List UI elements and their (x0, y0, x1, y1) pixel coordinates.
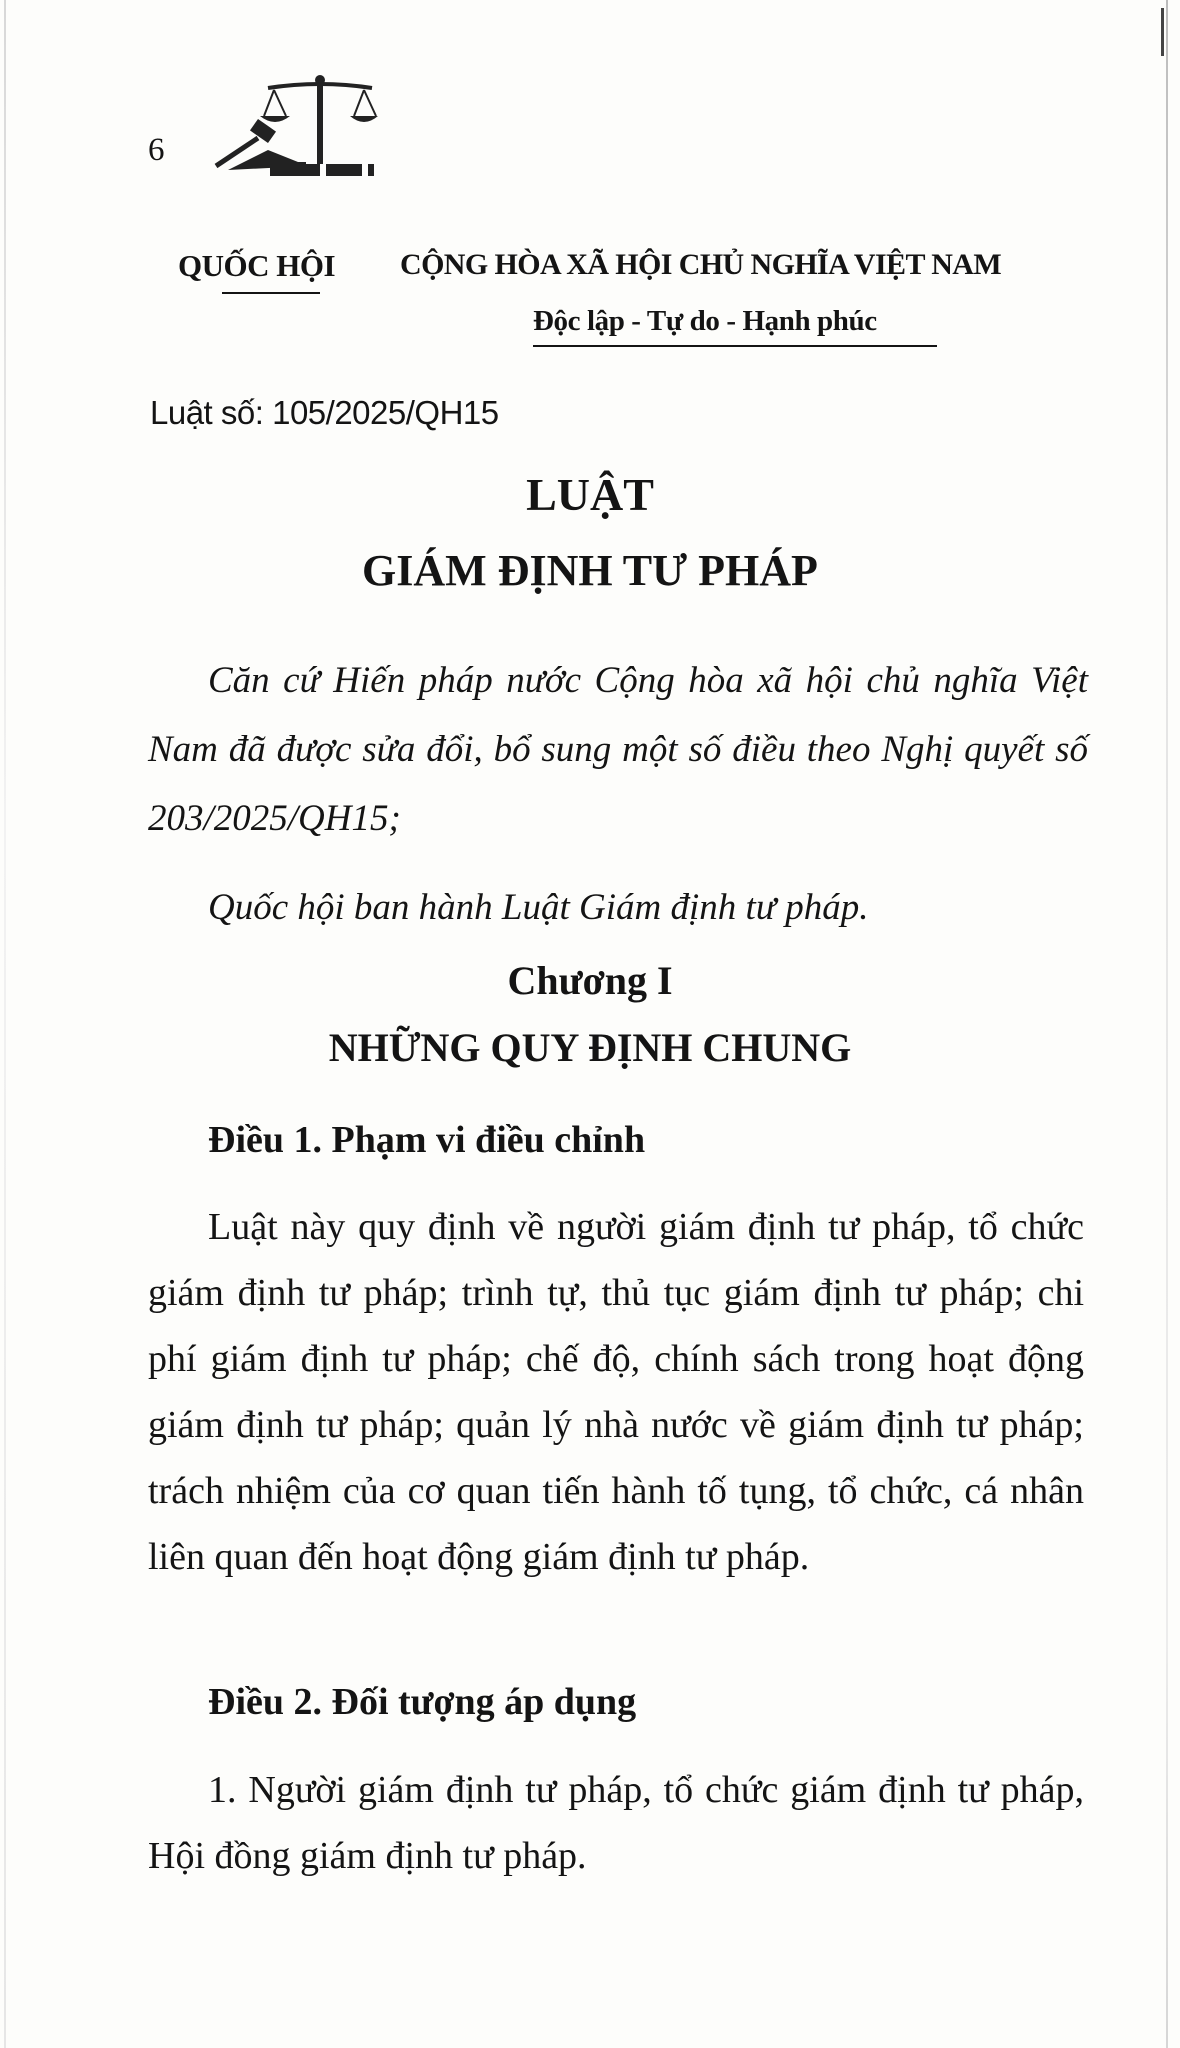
page-number: 6 (148, 132, 165, 168)
issuer-name: QUỐC HỘI (178, 248, 336, 283)
law-title: LUẬT (526, 469, 654, 520)
law-number: Luật số: 105/2025/QH15 (150, 394, 499, 431)
chapter-title: NHỮNG QUY ĐỊNH CHUNG (328, 1025, 852, 1070)
chapter-label: Chương I (507, 958, 673, 1003)
article-2-title: Điều 2. Đối tượng áp dụng (208, 1681, 637, 1723)
law-subtitle: GIÁM ĐỊNH TƯ PHÁP (362, 546, 818, 595)
preamble-basis: Căn cứ Hiến pháp nước Cộng hòa xã hội chủ nghĩa Việt Nam đã được sửa đổi, bổ sung một số điều theo Nghị quyết số 203/2025/QH15; (148, 660, 1088, 839)
issuer-underline (222, 292, 320, 294)
scales-of-justice-gavel-icon (208, 66, 378, 178)
page-edge-mark (1161, 8, 1164, 56)
preamble-issuance: Quốc hội ban hành Luật Giám định tư pháp. (208, 887, 869, 928)
article-1-body: Luật này quy định về người giám định tư pháp, tổ chức giám định tư pháp; trình tự, thủ tục giám định tư pháp; chi phí giám định tư pháp; chế độ, chính sách trong hoạt động giám định tư pháp; quản lý nhà nước về giám định tư pháp; trách nhiệm của cơ quan tiến hành tố tụng, tổ chức, cá nhân liên quan đến hoạt động giám định tư pháp. (148, 1206, 1084, 1578)
motto-underline (533, 345, 937, 347)
article-1-title: Điều 1. Phạm vi điều chỉnh (208, 1119, 646, 1161)
article-2-item-1: 1. Người giám định tư pháp, tổ chức giám định tư pháp, Hội đồng giám định tư pháp. (148, 1769, 1084, 1877)
country-name: CỘNG HÒA XÃ HỘI CHỦ NGHĨA VIỆT NAM (400, 248, 1002, 281)
national-motto: Độc lập - Tự do - Hạnh phúc (533, 305, 877, 337)
